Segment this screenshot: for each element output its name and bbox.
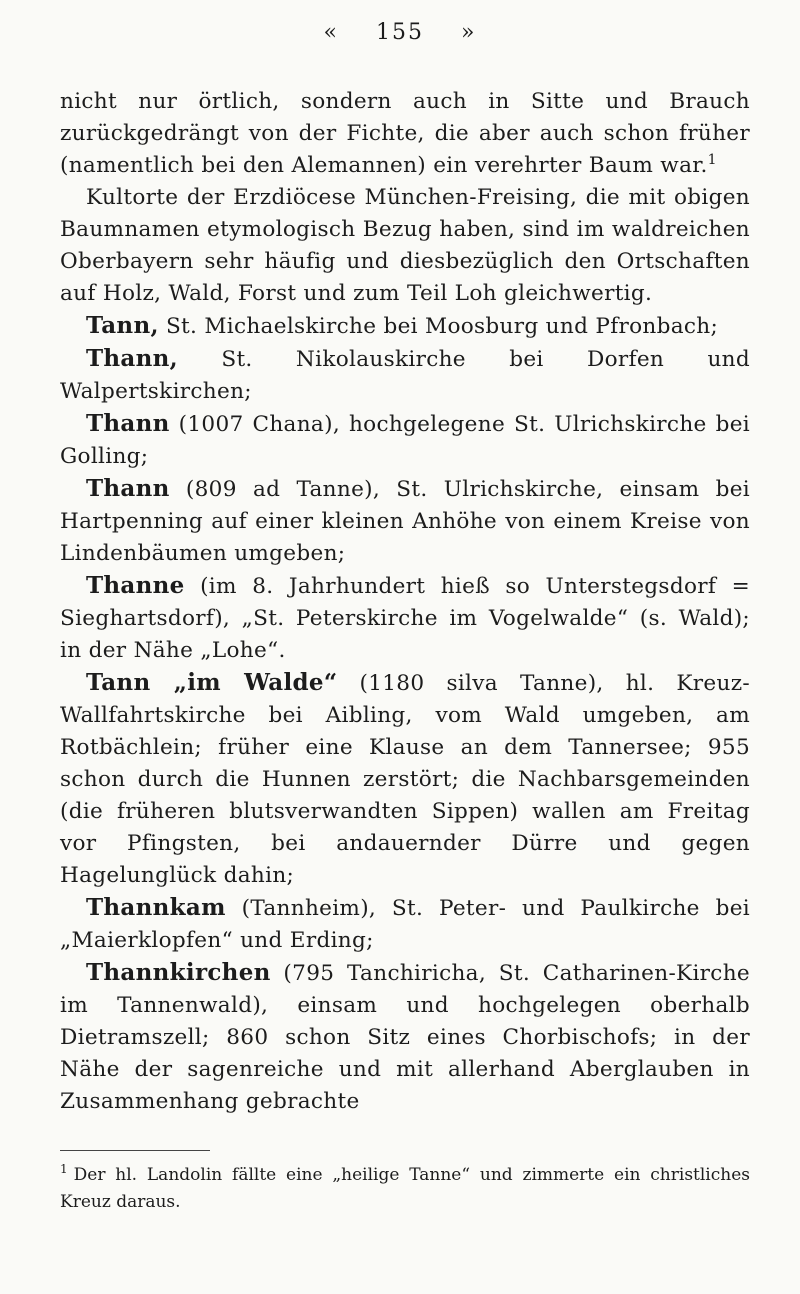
footnote-divider xyxy=(60,1150,210,1151)
entry-head: Tann „im Walde“ xyxy=(86,669,338,696)
left-ornament: « xyxy=(323,20,339,45)
entry-text: (Tannheim), St. Peter- und Paulkirche bei „Maierklopfen“ und Erding; xyxy=(60,896,750,953)
entry-head: Thanne xyxy=(86,572,185,599)
entry xyxy=(60,310,750,343)
entry-text: (im 8. Jahrhundert hieß so Unterstegsdorf = Sieghartsdorf), „St. Peterskirche im Vogelwalde“ (s. Wald); in der Nähe „Lohe“. xyxy=(60,574,750,663)
page-header xyxy=(0,20,800,45)
entry-text: St. Nikolauskirche bei Dorfen und Walpertskirchen; xyxy=(60,347,750,404)
entry-head: Thannkirchen xyxy=(86,959,271,986)
entry-head: Thann, xyxy=(86,345,178,372)
entry xyxy=(60,473,750,570)
intro-text: nicht nur örtlich, sondern auch in Sitte und Brauch zurückgedrängt von der Fichte, die aber auch schon früher (namentlich bei den Alemannen) ein verehrter Baum war. xyxy=(60,89,750,178)
footnote-reference: 1 xyxy=(707,151,717,168)
entry xyxy=(60,667,750,892)
entry xyxy=(60,957,750,1118)
entry xyxy=(60,570,750,667)
entry-head: Tann, xyxy=(86,312,159,339)
entry-text: (1007 Chana), hochgelegene St. Ulrichskirche bei Golling; xyxy=(60,412,750,469)
entry-head: Thannkam xyxy=(86,894,226,921)
entry xyxy=(60,892,750,957)
page-number: 155 xyxy=(376,20,424,45)
entry-text: (795 Tanchiricha, St. Catharinen-Kirche im Tannenwald), einsam und hochgelegen oberhalb Dietramszell; 860 schon Sitz eines Chorbischofs; in der Nähe der sagenreiche und mit allerhand Aberglauben in Zusammenhang gebrachte xyxy=(60,961,750,1114)
entry-text: (1180 silva Tanne), hl. Kreuz-Wallfahrtskirche bei Aibling, vom Wald umgeben, am Rotbächlein; früher eine Klause an dem Tannersee; 955 schon durch die Hunnen zerstört; die Nachbarsgemeinden (die früheren blutsverwandten Sippen) wallen am Freitag vor Pfingsten, bei andauernder Dürre und gegen Hagelunglück dahin; xyxy=(60,671,750,888)
intro-paragraph xyxy=(60,86,750,182)
right-ornament: » xyxy=(461,20,477,45)
footnote-number: 1 xyxy=(60,1162,68,1177)
footnote xyxy=(60,1162,750,1216)
entry-head: Thann xyxy=(86,475,170,502)
footnote-text: Der hl. Landolin fällte eine „heilige Tanne“ und zimmerte ein christliches Kreuz daraus. xyxy=(60,1165,750,1212)
entry xyxy=(60,408,750,473)
entry-text: St. Michaelskirche bei Moosburg und Pfronbach; xyxy=(158,314,719,339)
body-text xyxy=(60,86,750,1118)
entry-head: Thann xyxy=(86,410,170,437)
kultorte-paragraph: Kultorte der Erzdiöcese München-Freising, die mit obigen Baumnamen etymologisch Bezug haben, sind im waldreichen Oberbayern sehr häufig und diesbezüglich den Ortschaften auf Holz, Wald, Forst und zum Teil Loh gleichwertig. xyxy=(60,185,750,306)
entry-text: (809 ad Tanne), St. Ulrichskirche, einsam bei Hartpenning auf einer kleinen Anhöhe von einem Kreise von Lindenbäumen umgeben; xyxy=(60,477,750,566)
entry xyxy=(60,343,750,408)
